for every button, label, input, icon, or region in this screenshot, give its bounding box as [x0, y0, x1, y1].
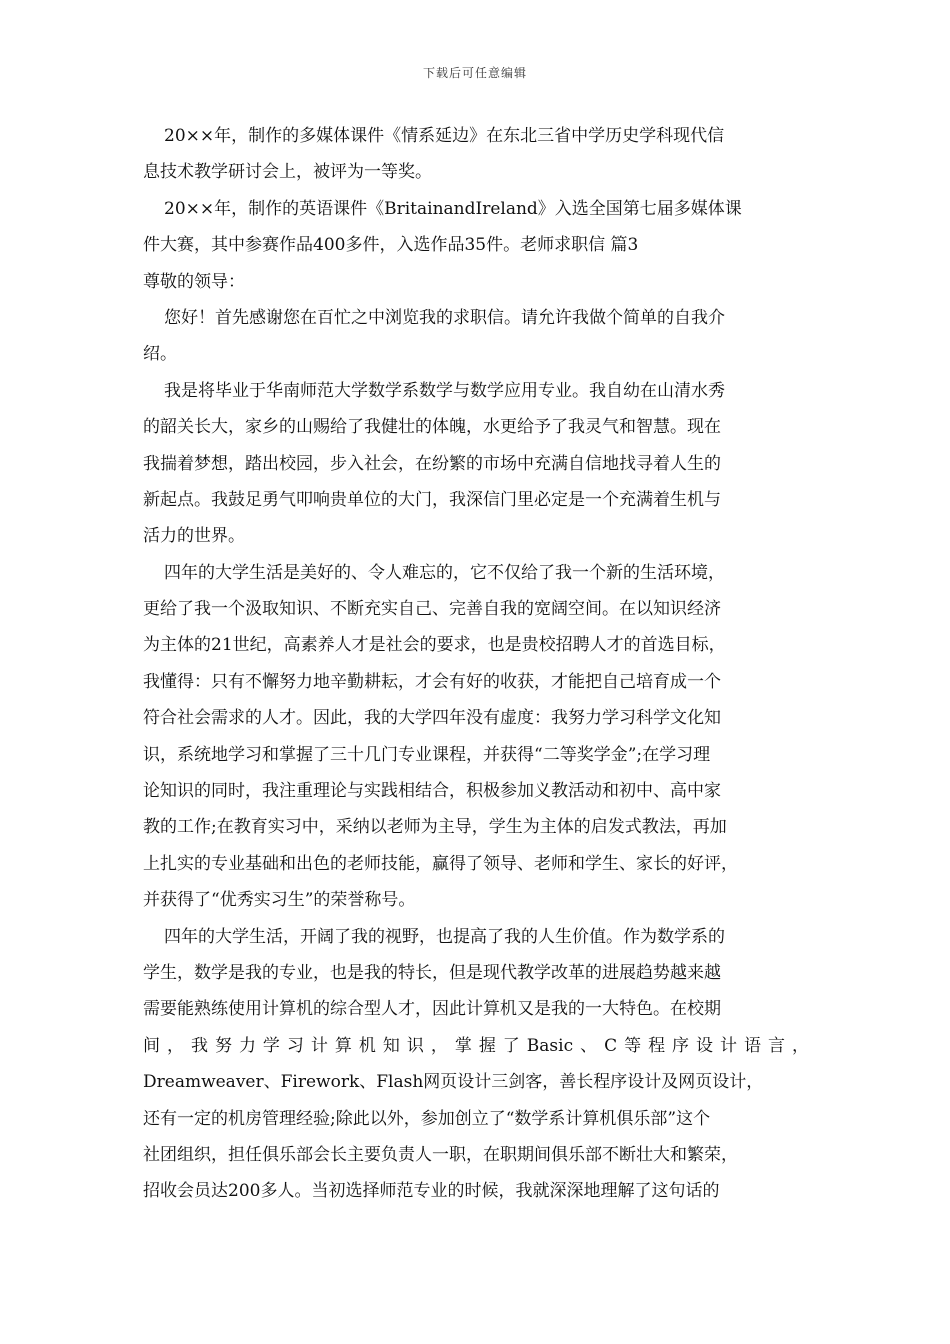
- text-line: 论知识的同时，我注重理论与实践相结合，积极参加义教活动和初中、高中家: [143, 781, 721, 802]
- text-line: 活力的世界。: [143, 526, 245, 547]
- text-line: 我揣着梦想，踏出校园，步入社会，在纷繁的市场中充满自信地找寻着人生的: [143, 453, 721, 474]
- text-line: 上扎实的专业基础和出色的老师技能，赢得了领导、老师和学生、家长的好评，: [143, 853, 738, 874]
- text-line: 四年的大学生活，开阔了我的视野，也提高了我的人生价值。作为数学系的: [164, 926, 725, 947]
- document-body: [143, 118, 809, 1210]
- salutation: 尊敬的领导：: [143, 271, 245, 292]
- text-line: 识，系统地学习和掌握了三十几门专业课程，并获得“二等奖学金”;在学习理: [143, 744, 711, 765]
- text-line: 四年的大学生活是美好的、令人难忘的，它不仅给了我一个新的生活环境，: [164, 562, 725, 583]
- text-line: 息技术教学研讨会上，被评为一等奖。: [143, 162, 432, 183]
- page-header: 下载后可任意编辑: [422, 66, 527, 80]
- text-line: 需要能熟练使用计算机的综合型人才，因此计算机又是我的一大特色。在校期: [143, 999, 721, 1020]
- text-line: 新起点。我鼓足勇气叩响贵单位的大门，我深信门里必定是一个充满着生机与: [143, 489, 721, 510]
- text-line: 符合社会需求的人才。因此，我的大学四年没有虚度：我努力学习科学文化知: [143, 708, 721, 729]
- text-line: 为主体的21世纪，高素养人才是社会的要求，也是贵校招聘人才的首选目标，: [143, 635, 726, 656]
- text-line: 更给了我一个汲取知识、不断充实自己、完善自我的宽阔空间。在以知识经济: [143, 599, 721, 620]
- text-line: 并获得了“优秀实习生”的荣誉称号。: [143, 890, 416, 911]
- text-line: 教的工作;在教育实习中，采纳以老师为主导，学生为主体的启发式教法，再加: [143, 817, 727, 838]
- text-line: 我是将毕业于华南师范大学数学系数学与数学应用专业。我自幼在山清水秀: [164, 380, 725, 401]
- text-line: 招收会员达200多人。当初选择师范专业的时候，我就深深地理解了这句话的: [143, 1181, 720, 1202]
- text-line: 件大赛，其中参赛作品400多件，入选作品35件。老师求职信 篇3: [143, 235, 639, 256]
- text-line: 社团组织，担任俱乐部会长主要负责人一职，在职期间俱乐部不断壮大和繁荣，: [143, 1144, 738, 1165]
- text-line: 我懂得：只有不懈努力地辛勤耕耘，才会有好的收获，才能把自己培育成一个: [143, 671, 721, 692]
- text-line: 间，我努力学习计算机知识，掌握了Basic、C等程序设计语言，: [143, 1035, 809, 1056]
- text-line: 20××年，制作的多媒体课件《情系延边》在东北三省中学历史学科现代信: [164, 126, 725, 146]
- text-line: 20××年，制作的英语课件《BritainandIreland》入选全国第七届多媒体课: [164, 198, 742, 219]
- text-line: 还有一定的机房管理经验;除此以外，参加创立了“数学系计算机俱乐部”这个: [143, 1108, 711, 1129]
- text-line: 您好！首先感谢您在百忙之中浏览我的求职信。请允许我做个简单的自我介: [164, 307, 725, 328]
- text-line: Dreamweaver、Firework、Flash网页设计三剑客，善长程序设计及网页设计，: [143, 1072, 764, 1093]
- text-line: 学生，数学是我的专业，也是我的特长，但是现代教学改革的进展趋势越来越: [143, 962, 721, 983]
- text-line: 的韶关长大，家乡的山赐给了我健壮的体魄，水更给予了我灵气和智慧。现在: [143, 417, 721, 438]
- text-line: 绍。: [143, 344, 177, 365]
